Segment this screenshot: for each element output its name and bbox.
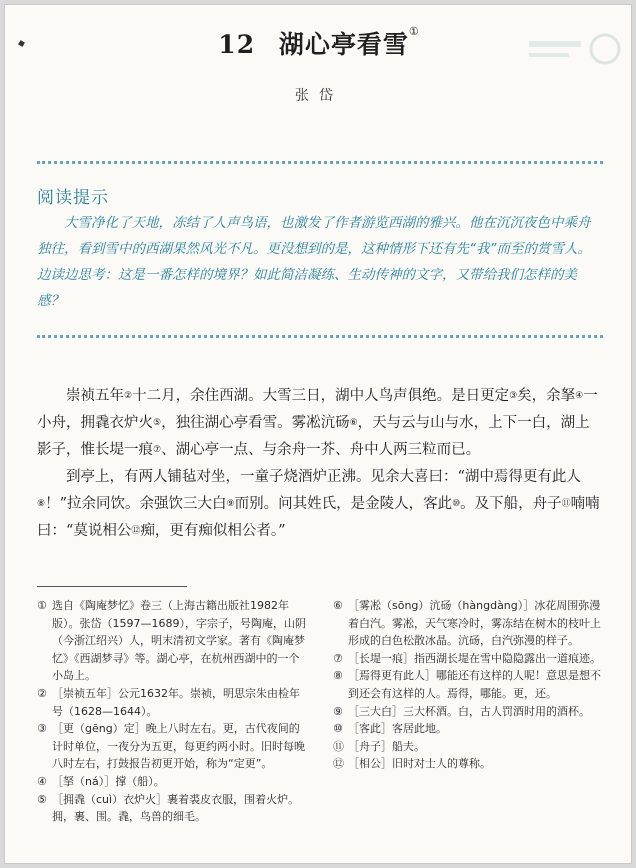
lesson-title: 湖心亭看雪 bbox=[278, 30, 409, 59]
footnote bbox=[37, 685, 307, 720]
footnote-text: ［焉得更有此人］哪能还有这样的人呢！意思是想不到还会有这样的人。焉得，哪能。更，还。 bbox=[348, 669, 601, 700]
footnote-number: ⑫ bbox=[333, 757, 344, 771]
footnote-text: ［拏（ná）］撑（船）。 bbox=[52, 774, 165, 788]
footnote-number: ⑪ bbox=[333, 739, 344, 753]
footnotes-left bbox=[37, 597, 307, 826]
author: 张岱 bbox=[295, 88, 343, 104]
footnote bbox=[37, 597, 307, 685]
text-paragraph bbox=[37, 464, 603, 545]
footnote-text: ［三大白］三大杯酒。白，古人罚酒时用的酒杯。 bbox=[348, 704, 590, 718]
footnote-marker: ② bbox=[124, 391, 133, 401]
text-segment: 崇祯五年 bbox=[66, 388, 124, 404]
text-segment: 。及下船，舟子 bbox=[460, 496, 562, 512]
footnote-number: ⑥ bbox=[333, 599, 343, 612]
text-segment: ，天与云与山与水，上下一白，湖上影子，惟长堤一痕 bbox=[37, 415, 590, 458]
text-segment: 一小舟，拥毳衣炉火 bbox=[37, 388, 598, 431]
footnote bbox=[333, 720, 601, 738]
footnote-marker: ⑧ bbox=[37, 499, 46, 509]
footnote-number: ② bbox=[37, 686, 47, 700]
footnote-text: ［相公］旧时对士人的尊称。 bbox=[348, 757, 491, 771]
title-note-mark: ① bbox=[408, 25, 420, 38]
footnote-marker: ⑤ bbox=[153, 418, 162, 428]
footnote-number: ⑤ bbox=[37, 792, 47, 806]
footnote bbox=[333, 703, 601, 721]
footnote-number: ① bbox=[37, 599, 47, 612]
lesson-number: 12 bbox=[218, 30, 256, 59]
footnote-number: ⑧ bbox=[333, 669, 343, 683]
footnotes-right bbox=[333, 597, 601, 773]
dotted-divider-bottom bbox=[37, 335, 603, 338]
footnote-text: ［长堤一痕］指西湖长堤在雪中隐隐露出一道痕迹。 bbox=[348, 651, 601, 665]
footnote-text: ［雾凇（sōng）沆砀（hàngdàng）］冰花周围弥漫着白汽。雾凇，天气寒冷时，雾冻结在树木的枝叶上形成的白色松散冰晶。沆砀，白汽弥漫的样子。 bbox=[348, 599, 601, 648]
reading-tip-body bbox=[37, 210, 597, 314]
footnote-text: ［更（gēng）定］晚上八时左右。更，古代夜间的计时单位，一夜分为五更，每更约两小时。旧时每晚八时左右，打鼓报告初更开始，称为“定更”。 bbox=[52, 722, 305, 771]
footnote bbox=[333, 597, 601, 650]
footnote-marker: ⑨ bbox=[226, 499, 235, 509]
page-title bbox=[5, 25, 632, 61]
footnote-text: ［崇祯五年］公元1632年。崇祯，明思宗朱由检年号（1628—1644）。 bbox=[52, 686, 300, 718]
footnote bbox=[333, 667, 601, 702]
footnote bbox=[37, 773, 307, 791]
footnote-marker: ⑥ bbox=[349, 418, 358, 428]
footnote bbox=[37, 791, 307, 826]
footnote-marker: ⑪ bbox=[561, 499, 571, 509]
main-text bbox=[37, 383, 603, 545]
text-segment: 到亭上，有两人铺毡对坐，一童子烧酒炉正沸。见余大喜曰：“湖中焉得更有此人 bbox=[66, 469, 581, 485]
textbook-page bbox=[4, 4, 632, 864]
dotted-divider-top bbox=[37, 161, 603, 164]
footnote-number: ⑨ bbox=[333, 704, 343, 718]
footnote-marker: ⑦ bbox=[153, 445, 162, 455]
footnote bbox=[333, 650, 601, 668]
footnote-text: ［客此］客居此地。 bbox=[348, 722, 447, 736]
text-segment: 、湖心亭一点、与余舟一芥、舟中人两三粒而已。 bbox=[161, 442, 481, 458]
footnote-marker: ⑩ bbox=[452, 499, 461, 509]
footnote-marker: ③ bbox=[509, 391, 518, 401]
footnote-text: 选自《陶庵梦忆》卷三（上海古籍出版社1982年版）。张岱（1597—1689），字宗子，号陶庵，山阴（今浙江绍兴）人，明末清初文学家。著有《陶庵梦忆》《西湖梦寻》等。湖心亭，在杭州西湖中的一个小岛上。 bbox=[52, 599, 306, 683]
text-segment: 十二月，余住西湖。大雪三日，湖中人鸟声俱绝。是日更定 bbox=[132, 388, 510, 404]
reading-tip-heading: 阅读提示 bbox=[37, 188, 109, 208]
footnote bbox=[333, 738, 601, 756]
footnote-marker: ⑫ bbox=[131, 526, 141, 536]
footnote bbox=[37, 720, 307, 773]
text-segment: 而别。问其姓氏，是金陵人，客此 bbox=[234, 496, 453, 512]
text-paragraph bbox=[37, 383, 603, 464]
footnote-number: ⑩ bbox=[333, 722, 343, 736]
footnote-rule bbox=[37, 586, 187, 587]
footnote-number: ⑦ bbox=[333, 651, 343, 665]
text-segment: ，独往湖心亭看雪。雾凇沆砀 bbox=[161, 415, 350, 431]
footnote-marker: ④ bbox=[575, 391, 584, 401]
text-segment: 痴，更有痴似相公者。” bbox=[140, 523, 286, 539]
text-segment: 喃喃曰：“莫说相公 bbox=[37, 496, 600, 539]
text-segment: ！”拉余同饮。余强饮三大白 bbox=[45, 496, 227, 512]
footnote-text: ［拥毳（cuì）衣炉火］裹着裘皮衣服，围着火炉。拥，裹、围。毳，鸟兽的细毛。 bbox=[52, 792, 300, 824]
text-segment: 矣，余拏 bbox=[517, 388, 576, 404]
footnote-number: ③ bbox=[37, 722, 47, 736]
footnote bbox=[333, 755, 601, 773]
footnote-number: ④ bbox=[37, 774, 47, 788]
footnote-text: ［舟子］船夫。 bbox=[348, 739, 425, 753]
reading-tip-text: 大雪净化了天地，冻结了人声鸟语，也激发了作者游览西湖的雅兴。他在沉沉夜色中乘舟独往，看到雪中的西湖果然风光不凡。更没想到的是，这种情形下还有先“我”而至的赏雪人。边读边思考：这是一番怎样的境界？如此简洁凝练、生动传神的文字，又带给我们怎样的美感？ bbox=[37, 215, 591, 309]
